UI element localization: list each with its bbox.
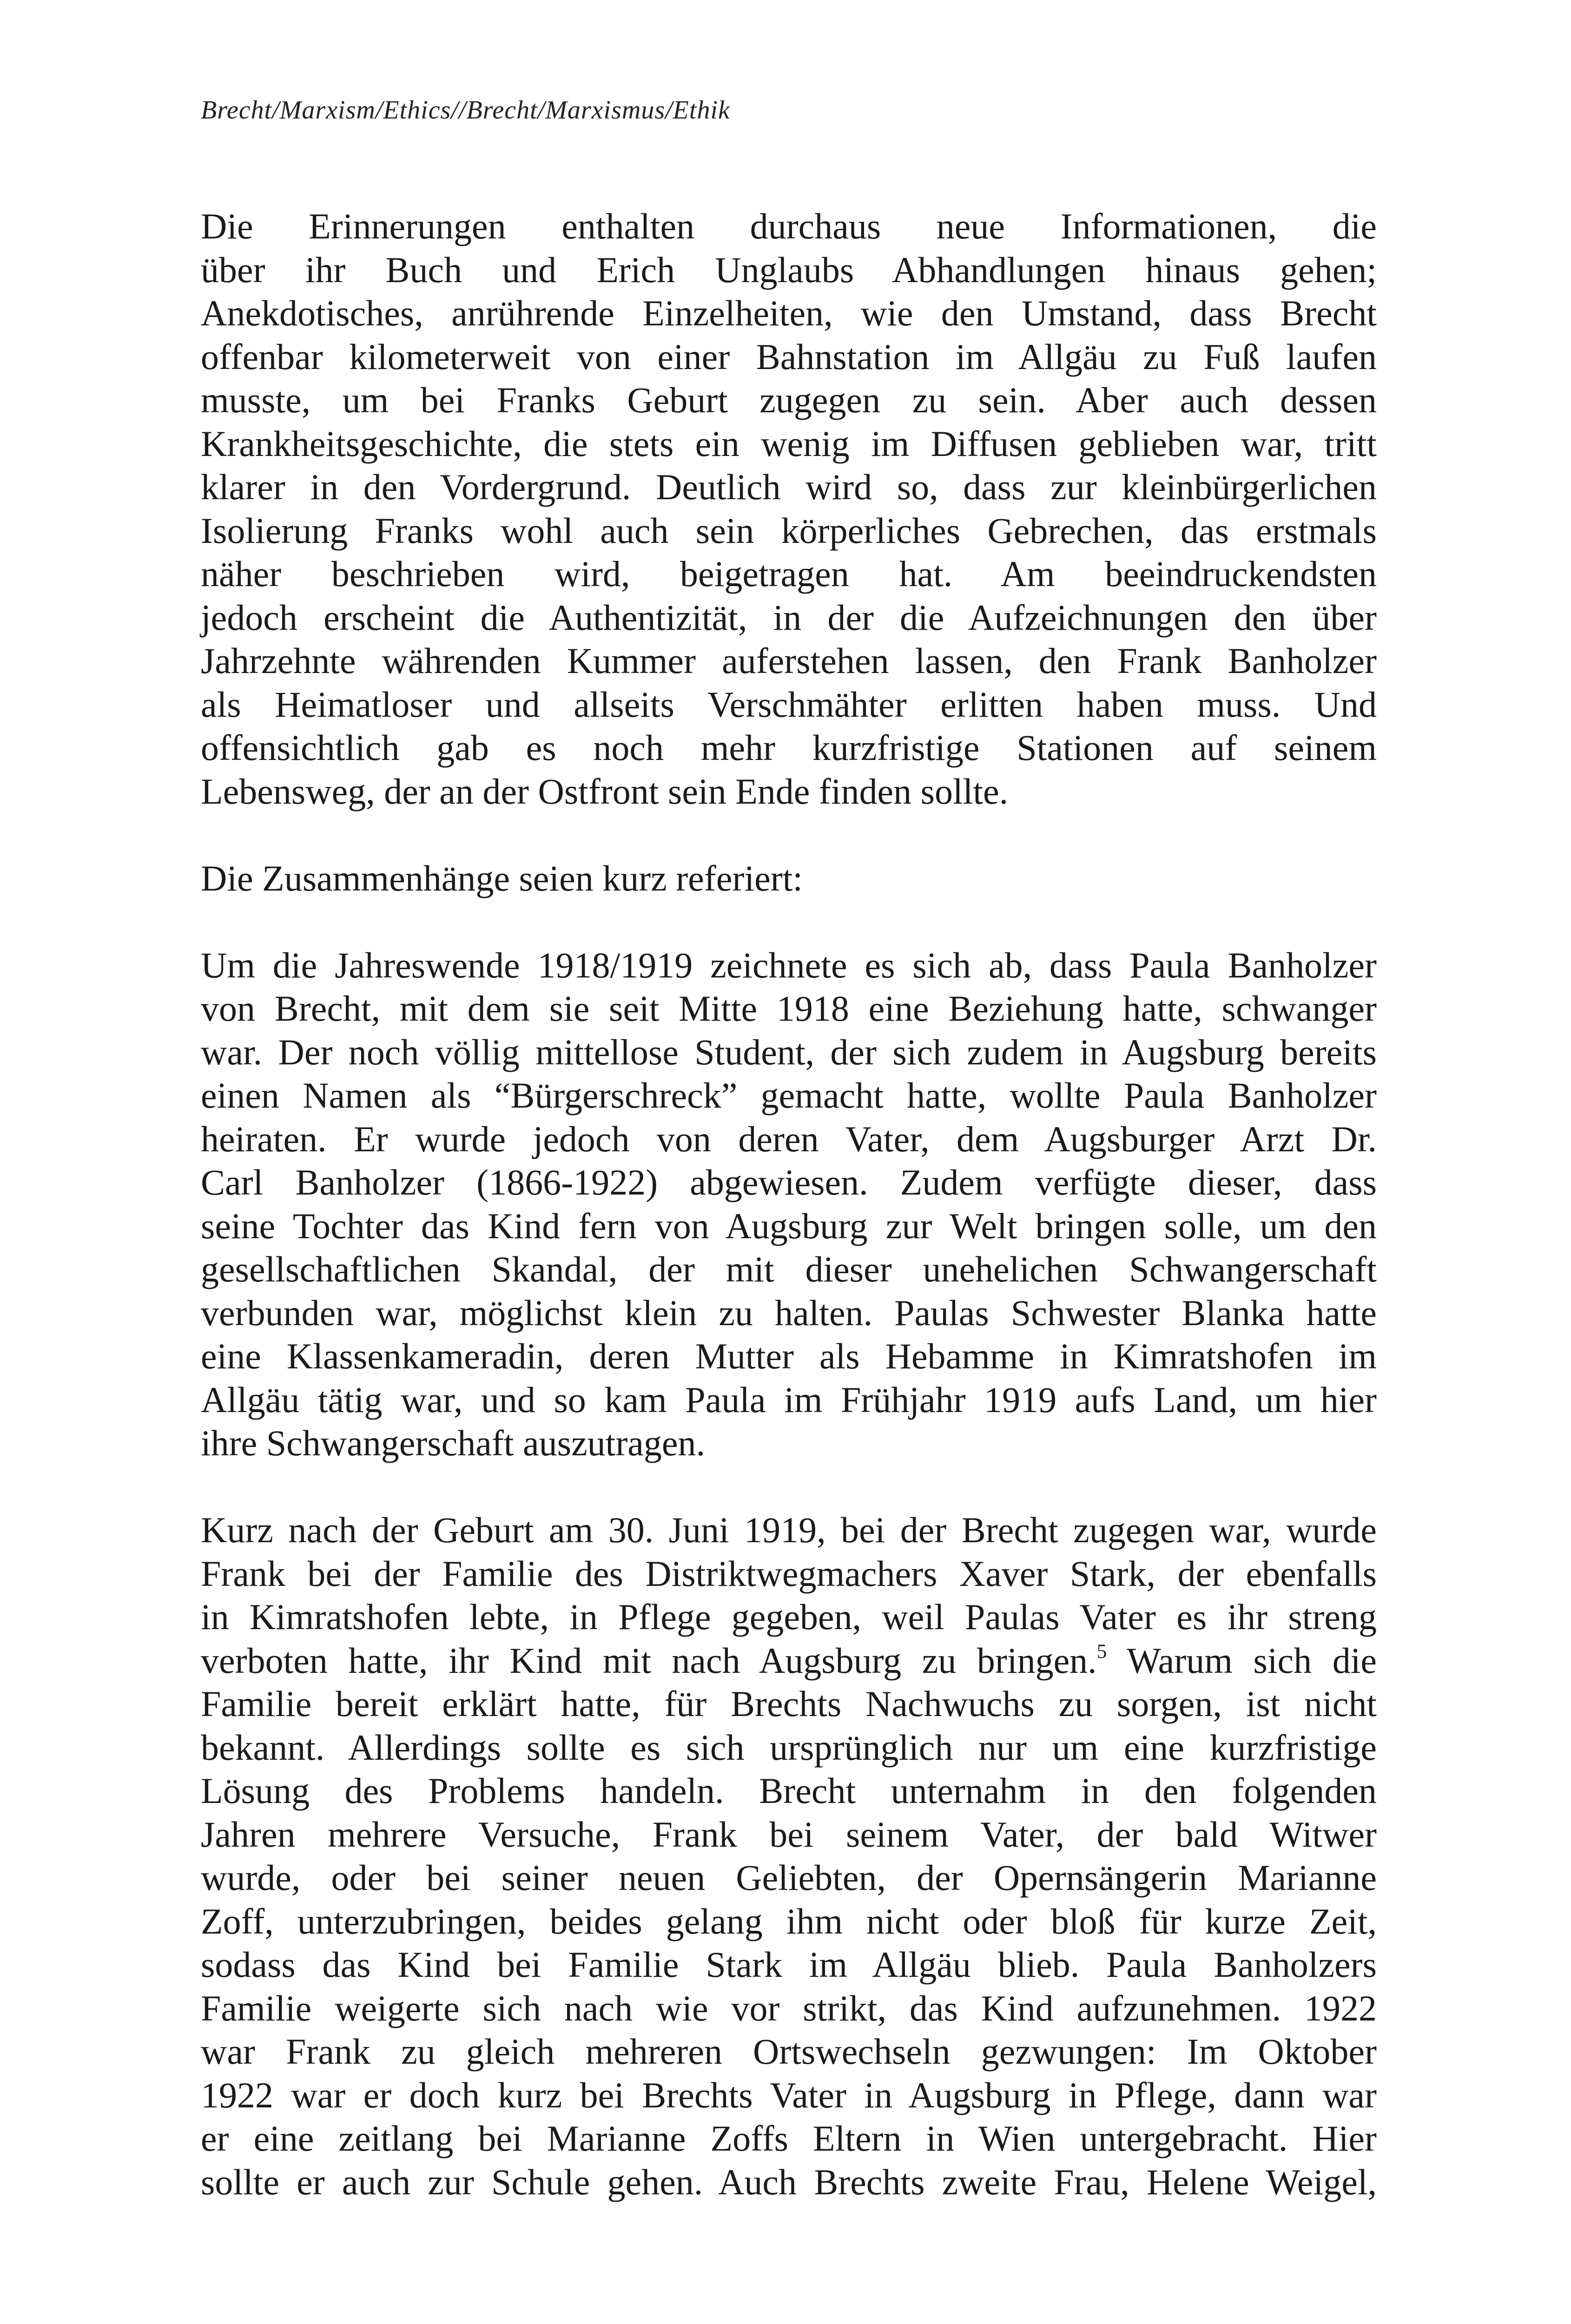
text-segment: Warum sich die <box>1107 1640 1377 1681</box>
text-line: musste, um bei Franks Geburt zugegen zu sein. Aber auch dessen <box>201 380 1377 420</box>
text-line: näher beschrieben wird, beigetragen hat. Am beeindruckendsten <box>201 554 1377 594</box>
text-line: Lebensweg, der an der Ostfront sein Ende finden sollte. <box>201 771 1009 812</box>
text-line: Um die Jahreswende 1918/1919 zeichnete es sich ab, dass Paula Banholzer <box>201 944 1377 985</box>
text-line: eine Klassenkameradin, deren Mutter als Hebamme in Kimratshofen im <box>201 1336 1377 1376</box>
paragraph-1 <box>201 205 1377 813</box>
text-line: verbunden war, möglichst klein zu halten. Paulas Schwester Blanka hatte <box>201 1292 1377 1333</box>
text-line: jedoch erscheint die Authentizität, in der die Aufzeichnungen den über <box>201 597 1377 638</box>
text-line: klarer in den Vordergrund. Deutlich wird so, dass zur kleinbürgerlichen <box>201 467 1377 507</box>
paragraph-gap <box>201 900 1377 944</box>
text-line: von Brecht, mit dem sie seit Mitte 1918 eine Beziehung hatte, schwanger <box>201 988 1377 1029</box>
text-line: bekannt. Allerdings sollte es sich ursprünglich nur um eine kurzfristige <box>201 1727 1377 1768</box>
text-line: war Frank zu gleich mehreren Ortswechseln gezwungen: Im Oktober <box>201 2031 1377 2072</box>
text-line: Familie bereit erklärt hatte, für Brechts Nachwuchs zu sorgen, ist nicht <box>201 1684 1377 1724</box>
text-line: Jahrzehnte währenden Kummer auferstehen lassen, den Frank Banholzer <box>201 640 1377 681</box>
text-line: sollte er auch zur Schule gehen. Auch Brechts zweite Frau, Helene Weigel, <box>201 2161 1377 2202</box>
paragraph-gap <box>201 1465 1377 1509</box>
text-line: Familie weigerte sich nach wie vor strikt, das Kind aufzunehmen. 1922 <box>201 1987 1377 2028</box>
text-line: wurde, oder bei seiner neuen Geliebten, der Opernsängerin Marianne <box>201 1857 1377 1898</box>
text-line: seine Tochter das Kind fern von Augsburg zur Welt bringen solle, um den <box>201 1205 1377 1246</box>
text-line: Frank bei der Familie des Distriktwegmachers Xaver Stark, der ebenfalls <box>201 1553 1377 1594</box>
text-line: als Heimatloser und allseits Verschmähter erlitten haben muss. Und <box>201 684 1377 725</box>
text-line: offenbar kilometerweit von einer Bahnstation im Allgäu zu Fuß laufen <box>201 336 1377 377</box>
text-line: gesellschaftlichen Skandal, der mit dieser unehelichen Schwangerschaft <box>201 1249 1377 1289</box>
text-line: 1922 war er doch kurz bei Brechts Vater in Augsburg in Pflege, dann war <box>201 2074 1377 2115</box>
text-line: er eine zeitlang bei Marianne Zoffs Eltern in Wien untergebracht. Hier <box>201 2118 1377 2159</box>
text-line: Die Zusammenhänge seien kurz referiert: <box>201 858 803 898</box>
text-line: heiraten. Er wurde jedoch von deren Vater, dem Augsburger Arzt Dr. <box>201 1118 1377 1159</box>
running-head: Brecht/Marxism/Ethics//Brecht/Marxismus/Ethik <box>201 96 730 125</box>
text-line: in Kimratshofen lebte, in Pflege gegeben, weil Paulas Vater es ihr streng <box>201 1597 1377 1637</box>
text-line: über ihr Buch und Erich Unglaubs Abhandlungen hinaus gehen; <box>201 249 1377 290</box>
text-line: Jahren mehrere Versuche, Frank bei seinem Vater, der bald Witwer <box>201 1814 1377 1855</box>
text-line: Anekdotisches, anrührende Einzelheiten, wie den Umstand, dass Brecht <box>201 293 1377 333</box>
text-line: Kurz nach der Geburt am 30. Juni 1919, bei der Brecht zugegen war, wurde <box>201 1510 1377 1550</box>
text-line: Carl Banholzer (1866-1922) abgewiesen. Zudem verfügte dieser, dass <box>201 1162 1377 1202</box>
text-line: Krankheitsgeschichte, die stets ein wenig im Diffusen geblieben war, tritt <box>201 423 1377 464</box>
paragraph-gap <box>201 813 1377 857</box>
text-line: Isolierung Franks wohl auch sein körperliches Gebrechen, das erstmals <box>201 510 1377 551</box>
text-line: war. Der noch völlig mittellose Student, der sich zudem in Augsburg bereits <box>201 1031 1377 1072</box>
footnote-reference[interactable]: 5 <box>1096 1640 1107 1663</box>
paragraph-3 <box>201 944 1377 1465</box>
text-segment: verboten hatte, ihr Kind mit nach Augsburg zu bringen. <box>201 1640 1097 1681</box>
paragraph-2 <box>201 857 1377 900</box>
text-line: Allgäu tätig war, und so kam Paula im Frühjahr 1919 aufs Land, um hier <box>201 1379 1377 1420</box>
text-line: einen Namen als “Bürgerschreck” gemacht hatte, wollte Paula Banholzer <box>201 1075 1377 1116</box>
paragraph-4 <box>201 1508 1377 2204</box>
text-line: Zoff, unterzubringen, beides gelang ihm nicht oder bloß für kurze Zeit, <box>201 1901 1377 1941</box>
text-line-with-footnote <box>201 1639 1377 1683</box>
text-line: sodass das Kind bei Familie Stark im Allgäu blieb. Paula Banholzers <box>201 1944 1377 1985</box>
body-text <box>201 205 1377 2204</box>
text-line: Die Erinnerungen enthalten durchaus neue Informationen, die <box>201 206 1377 246</box>
text-line: Lösung des Problems handeln. Brecht unternahm in den folgenden <box>201 1770 1377 1811</box>
text-line: ihre Schwangerschaft auszutragen. <box>201 1423 706 1463</box>
text-line: offensichtlich gab es noch mehr kurzfristige Stationen auf seinem <box>201 727 1377 768</box>
